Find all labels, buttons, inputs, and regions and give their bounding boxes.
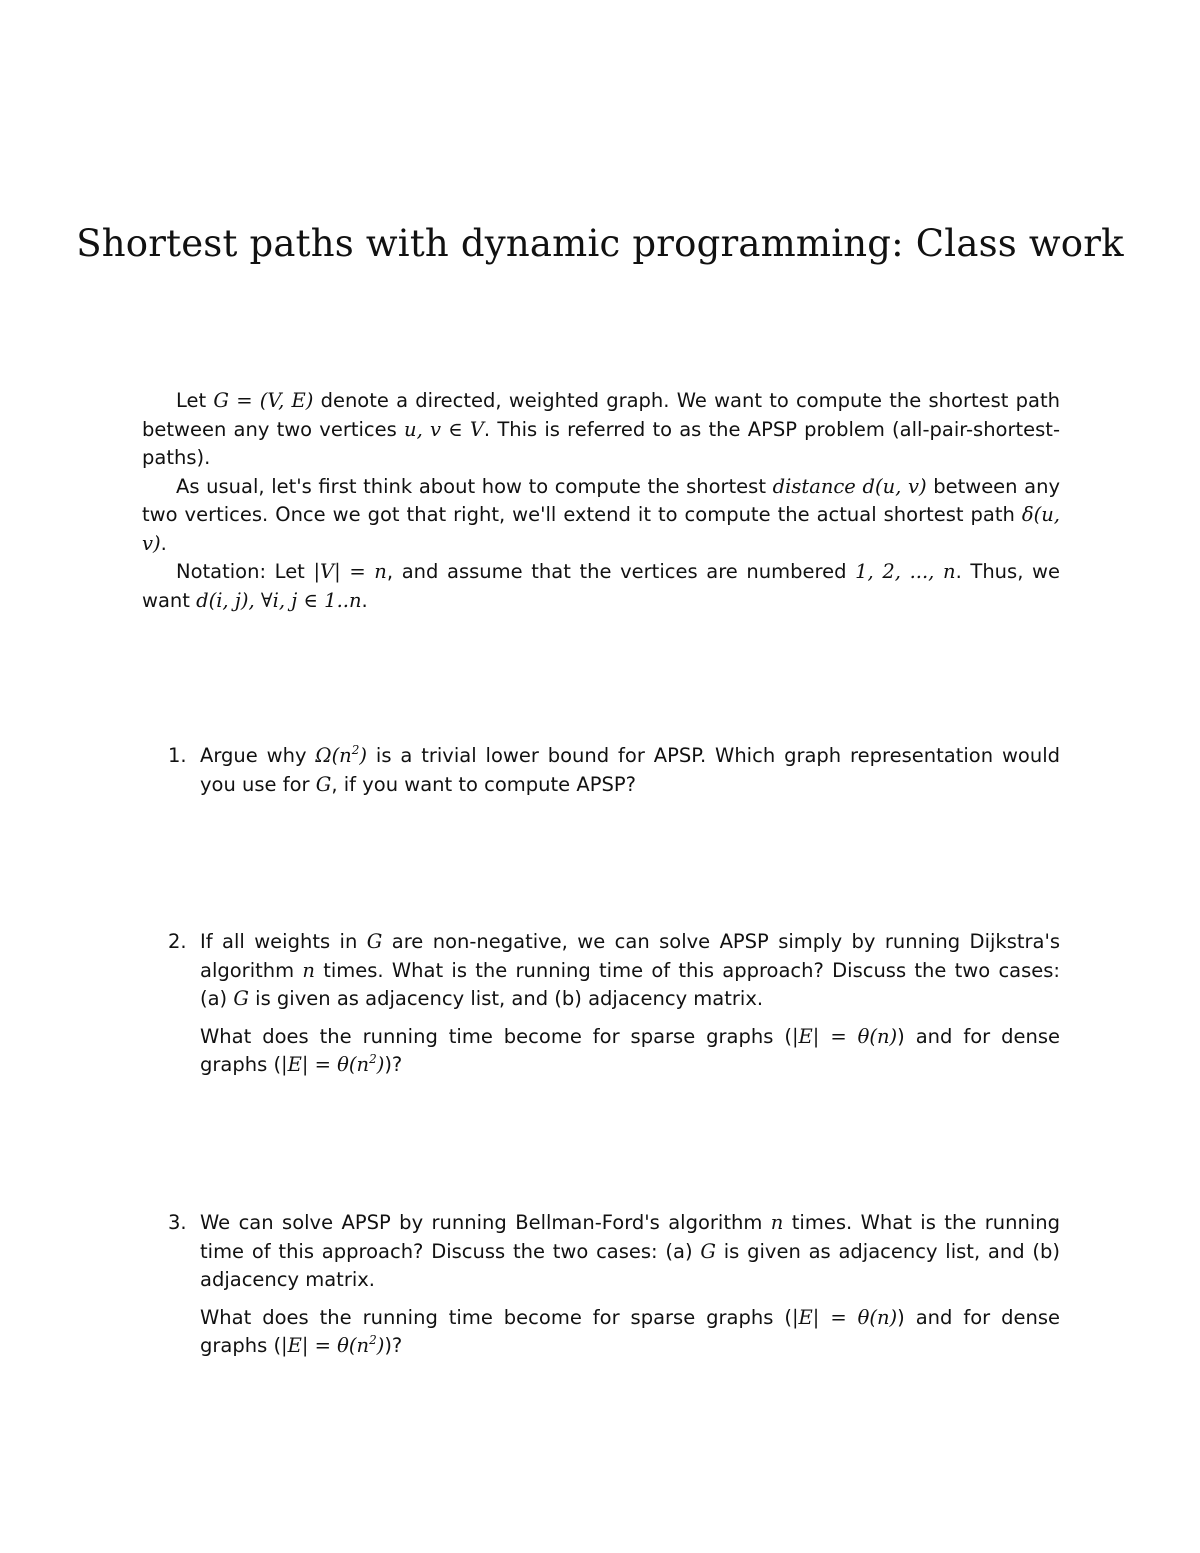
item-content (200, 1209, 1060, 1361)
item-content (200, 928, 1060, 1080)
item-number: 3. (168, 1211, 187, 1234)
math-expression: G (233, 987, 249, 1010)
math-expression: |V| = n (313, 560, 387, 583)
item-paragraph: We can solve APSP by running Bellman-Ford's algorithm n times. What is the running time of this approach? Discuss the two cases: (a) G is given as adjacency list, and (b) adjacency matrix. (200, 1211, 1061, 1291)
intro-paragraph-2: As usual, let's first think about how to compute the shortest distance d(u, v) between any two vertices. Once we got that right, we'll extend it to compute the actual shortest path δ(u, v). (142, 474, 1061, 555)
math-expression: n (770, 1211, 784, 1234)
exercise-item-2 (142, 928, 1060, 1080)
intro-paragraph-1: Let G = (V, E) denote a directed, weighted graph. We want to compute the shortest path between any two vertices u, v ∈ V. This is referred to as the APSP problem (all-pair-shortest-paths). (142, 389, 1060, 469)
emphasized-term: distance (772, 474, 856, 498)
math-expression: $|E| = \theta(n^2)$ (281, 1052, 385, 1076)
exercise-item-3 (142, 1209, 1060, 1361)
item-paragraph: What does the running time become for sparse graphs (|E| = θ(n)) and for dense graphs $(|E| = \theta(n^2))$? (200, 1024, 1061, 1076)
item-paragraph: If all weights in G are non-negative, we can solve APSP simply by running Dijkstra's algorithm n times. What is the running time of this approach? Discuss the two cases: (a) G is given as adjacency list, and (b) adjacency matrix. (200, 930, 1061, 1010)
math-expression: $\Omega(n^2)$ (315, 743, 367, 767)
item-number: 2. (168, 930, 187, 953)
page-title: Shortest paths with dynamic programming: Class work (76, 222, 1124, 265)
math-expression: G = (V, E) (213, 389, 314, 412)
math-expression: n (302, 958, 315, 982)
item-content (200, 742, 1060, 799)
math-expression: d(i, j), ∀i, j ∈ 1..n (196, 588, 362, 612)
math-expression: |E| = θ(n) (791, 1024, 898, 1048)
math-expression: |E| = θ(n) (791, 1305, 898, 1329)
math-expression: d(u, v) (862, 474, 927, 498)
math-expression: G (315, 772, 332, 796)
item-paragraph: Argue why $\Omega(n^2)$ is a trivial lower bound for APSP. Which graph representation would you use for G, if you want to compute APSP? (200, 743, 1060, 796)
math-expression: $|E| = \theta(n^2)$ (281, 1333, 385, 1357)
math-expression: G (700, 1239, 716, 1263)
math-expression: δ(u, v) (142, 503, 1060, 555)
math-expression: G (366, 930, 383, 953)
intro-section (142, 387, 1060, 615)
exercise-item-1 (142, 742, 1060, 799)
item-number: 1. (168, 744, 187, 767)
intro-paragraph-3: Notation: Let |V| = n, and assume that the vertices are numbered 1, 2, ..., n. Thus, we want d(i, j), ∀i, j ∈ 1..n. (142, 560, 1060, 612)
math-expression: u, v ∈ V (404, 417, 484, 441)
math-expression: 1, 2, ..., n (855, 560, 956, 583)
item-paragraph: What does the running time become for sparse graphs (|E| = θ(n)) and for dense graphs $(|E| = \theta(n^2))$? (200, 1305, 1061, 1357)
